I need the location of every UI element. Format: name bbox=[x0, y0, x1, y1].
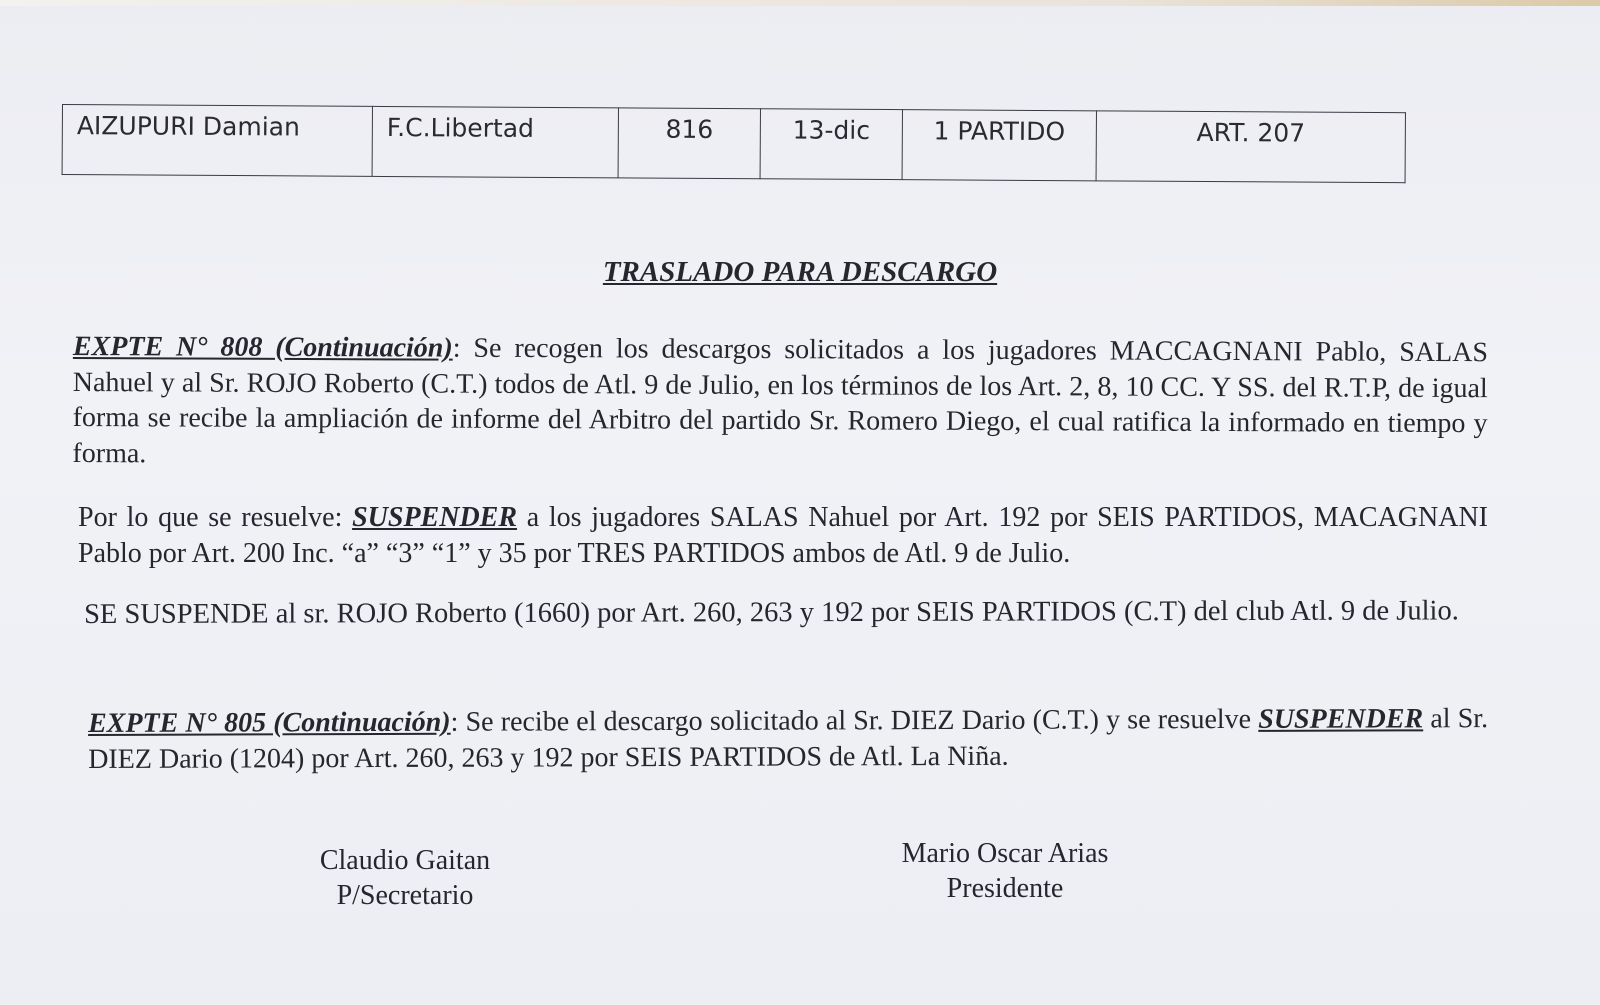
secretary-signature bbox=[280, 843, 530, 913]
article-cell: ART. 207 bbox=[1096, 111, 1405, 183]
table-row bbox=[62, 105, 1405, 183]
expte-805-text-2: al Sr. DIEZ Dario (1204) por Art. 260, 263 y 192 por SEIS PARTIDOS de Atl. La Niña. bbox=[88, 703, 1489, 775]
paragraph-expte-808 bbox=[72, 329, 1488, 477]
suspender-label: SUSPENDER bbox=[352, 502, 518, 533]
player-number-cell: 816 bbox=[618, 108, 760, 179]
resolution-prefix: Por lo que se resuelve: bbox=[78, 502, 353, 533]
secretary-name: Claudio Gaitan bbox=[319, 845, 491, 876]
president-name: Mario Oscar Arias bbox=[901, 838, 1109, 869]
paper-edge bbox=[0, 0, 1600, 6]
paragraph-expte-805 bbox=[88, 701, 1488, 777]
paragraph-rojo-suspension: SE SUSPENDE al sr. ROJO Roberto (1660) por Art. 260, 263 y 192 por SEIS PARTIDOS (C.T) del club Atl. 9 de Julio. bbox=[84, 595, 1459, 630]
sanction-cell: 1 PARTIDO bbox=[902, 110, 1096, 181]
club-cell: F.C.Libertad bbox=[372, 106, 618, 178]
president-signature bbox=[880, 836, 1130, 906]
expte-808-text: : Se recogen los descargos solicitados a los jugadores MACCAGNANI Pablo, SALAS Nahuel y al Sr. ROJO Roberto (C.T.) todos de Atl. 9 de Julio, en los términos de los Art. 2, 8, 10 CC. Y SS. del R.T.P, de igual forma se recibe la ampliación de informe del Arbitro del partido Sr. Romero Diego, el cual ratifica la informado en tiempo y forma. bbox=[72, 332, 1488, 469]
expte-805-text: : Se recibe el descargo solicitado al Sr. DIEZ Dario (C.T.) y se resuelve bbox=[450, 703, 1259, 738]
paragraph-resolution bbox=[78, 500, 1488, 571]
date-cell: 13-dic bbox=[760, 109, 902, 180]
player-name-cell: AIZUPURI Damian bbox=[62, 105, 372, 177]
expte-805-label: EXPTE N° 805 (Continuación) bbox=[88, 706, 451, 739]
sanctions-table bbox=[62, 104, 1406, 183]
president-role: Presidente bbox=[946, 873, 1064, 904]
section-title: TRASLADO PARA DESCARGO bbox=[602, 256, 998, 288]
resolution-text: a los jugadores SALAS Nahuel por Art. 192 por SEIS PARTIDOS, MACAGNANI Pablo por Art. 200 Inc. “a” “3” “1” y 35 por TRES PARTIDOS ambos de Atl. 9 de Julio. bbox=[78, 502, 1488, 569]
secretary-role: P/Secretario bbox=[336, 880, 474, 911]
expte-808-label: EXPTE N° 808 (Continuación) bbox=[72, 330, 453, 364]
suspender-label-2: SUSPENDER bbox=[1258, 703, 1424, 735]
